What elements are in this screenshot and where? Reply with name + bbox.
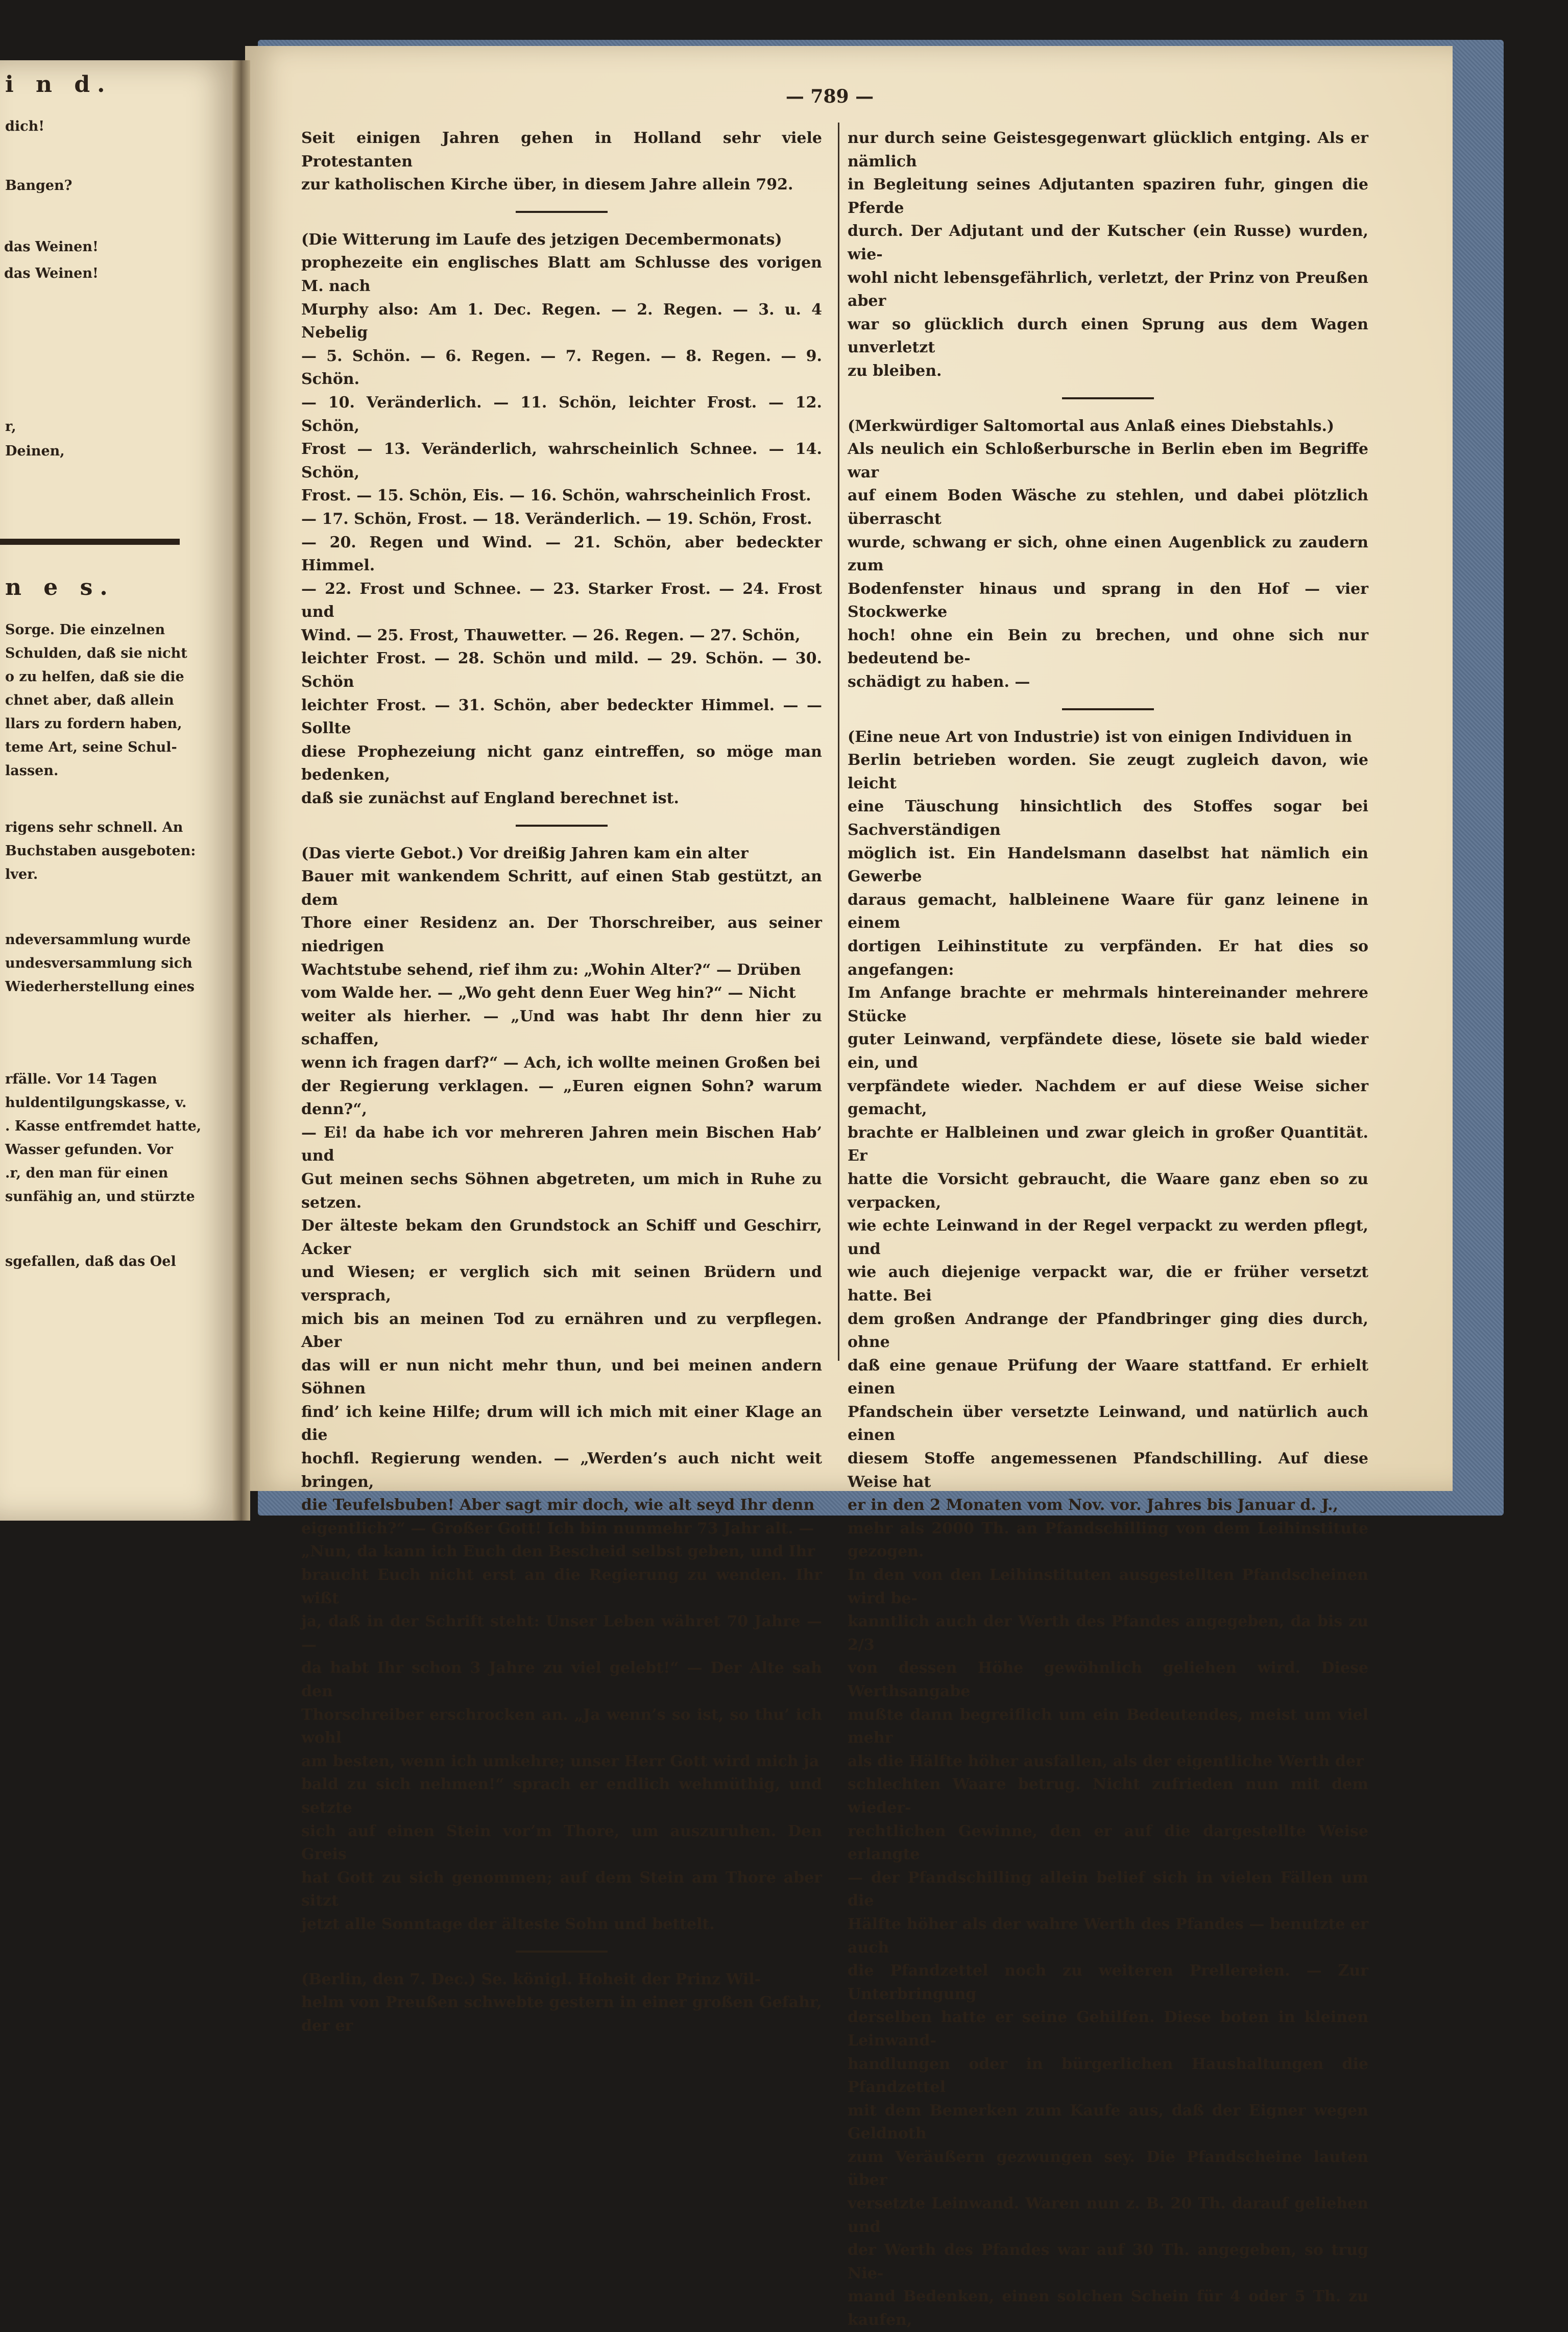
article-separator [516, 211, 608, 213]
article-conversions: Seit einigen Jahren gehen in Holland sehr viele Protestanten zur katholischen Kirche über, in diesem Jahre allein 792. [301, 129, 822, 194]
left-line: teme Art, seine Schul- [5, 739, 177, 755]
left-line: das Weinen! [4, 266, 99, 281]
article-separator [1062, 397, 1154, 399]
left-line: sunfähig an, und stürzte [5, 1189, 195, 1205]
left-line: .r, den man für einen [5, 1165, 168, 1181]
left-heading-2: n e s. [5, 574, 115, 600]
left-line: Deinen, [5, 443, 65, 459]
left-heading-1: i n d. [5, 71, 112, 98]
left-line: chnet aber, daß allein [5, 692, 174, 708]
left-line: Bangen? [5, 178, 73, 194]
left-line: rigens sehr schnell. An [5, 820, 183, 835]
left-line: Wiederherstellung eines [5, 979, 195, 995]
article-berlin-prince: (Berlin, den 7. Dec.) Se. königl. Hoheit der Prinz Wil- helm von Preußen schwebte gestern in einer großen Gefahr, der er [301, 1970, 822, 2035]
article-separator [516, 825, 608, 827]
left-column [301, 127, 822, 2037]
page-number: — 789 — [785, 86, 874, 107]
article-separator [516, 1951, 608, 1953]
article-fourth-commandment: (Das vierte Gebot.) Vor dreißig Jahren kam ein alter Bauer mit wankendem Schritt, auf einen Stab gestützt, an dem Thore einer Residenz an. Der Thorschreiber, aus seiner niedrigen Wachtstube sehend, rief ihm zu: „Wohin Alter?“ — Drüben vom Walde her. — „Wo geht denn Euer Weg hin?“ — Nicht weiter als hierher. — „Und was habt Ihr denn hier zu schaffen, wenn ich fragen darf?“ — Ach, ich wollte meinen Großen bei der Regierung verklagen. — „Euren eignen Sohn? warum denn?“, — Ei! da habe ich vor mehreren Jahren mein Bischen Hab’ und Gut meinen sechs Söhnen abgetreten, um mich in Ruhe zu setzen. Der älteste bekam den Grundstock an Schiff und Geschirr, Acker und Wiesen; er verglich sich mit seinen Brüdern und versprach, mich bis an meinen Tod zu ernähren und zu verpflegen. Aber das will er nun nicht mehr thun, und bei meinen andern Söhnen find’ ich keine Hilfe; drum will ich mich mit einer Klage an die hochfl. Regierung wenden. — „Werden’s auch nicht weit bringen, die Teufelsbuben! Aber sagt mir doch, wie alt seyd Ihr denn eigentlich?“ — Großer Gott! Ich bin nunmehr 73 Jahr alt. — „Nun, da kann ich Euch den Bescheid selbst geben, und Ihr braucht Euch nicht erst an die Regierung zu wenden. Ihr wißt ja, daß in der Schrift steht: Unser Leben währet 70 Jahre — — da habt Ihr schon 3 Jahre zu viel gelebt!“ — Der Alte sah den Thorschreiber erschrocken an. „Ja wenn’s so ist, so thu’ ich wohl am besten, wenn ich umkehre; unser Herr Gott wird mich ja bald zu sich nehmen!“ sprach er endlich wehmüthig, und setzte sich auf einen Stein vor’m Thore, um auszuruhen. Den Greis hat Gott zu sich genommen; auf dem Stein am Thore aber sitzt jetzt alle Sonntage der älteste Sohn und bettelt. [301, 844, 822, 1933]
left-line: das Weinen! [4, 239, 99, 255]
left-line: r, [5, 419, 16, 435]
column-divider [838, 123, 839, 1361]
left-line: lver. [5, 867, 38, 882]
article-weather-forecast: (Die Witterung im Laufe des jetzigen Decembermonats) prophezeite ein englisches Blatt am Schlusse des vorigen M. nach Murphy also: Am 1. Dec. Regen. — 2. Regen. — 3. u. 4 Nebelig — 5. Schön. — 6. Regen. — 7. Regen. — 8. Regen. — 9. Schön. — 10. Veränderlich. — 11. Schön, leichter Frost. — 12. Schön, Frost — 13. Veränderlich, wahrscheinlich Schnee. — 14. Schön, Frost. — 15. Schön, Eis. — 16. Schön, wahrscheinlich Frost. — 17. Schön, Frost. — 18. Veränderlich. — 19. Schön, Frost. — 20. Regen und Wind. — 21. Schön, aber bedeckter Himmel. — 22. Frost und Schnee. — 23. Starker Frost. — 24. Frost und Wind. — 25. Frost, Thauwetter. — 26. Regen. — 27. Schön, leichter Frost. — 28. Schön und mild. — 29. Schön. — 30. Schön leichter Frost. — 31. Schön, aber bedeckter Himmel. — — Sollte diese Prophezeiung nicht ganz eintreffen, so möge man bedenken, daß sie zunächst auf England berechnet ist. [301, 230, 822, 808]
article-new-industry: (Eine neue Art von Industrie) ist von einigen Individuen in Berlin betrieben worden. Sie zeugt zugleich davon, wie leicht eine Täuschung hinsichtlich des Stoffes sogar bei Sachverständigen möglich ist. Ein Handelsmann daselbst hat nämlich ein Gewerbe daraus gemacht, halbleinene Waare für ganz leinene in einem dortigen Leihinstitute zu verpfänden. Er hat dies so angefangen: Im Anfange brachte er mehrmals hintereinander mehrere Stücke guter Leinwand, verpfändete diese, lösete sie bald wieder ein, und verpfändete wieder. Nachdem er auf diese Weise sicher gemacht, brachte er Halbleinen und zwar gleich in großer Quantität. Er hatte die Vorsicht gebraucht, die Waare ganz eben so zu verpacken, wie echte Leinwand in der Regel verpackt zu werden pflegt, und wie auch diejenige verpackt war, die er früher versetzt hatte. Bei dem großen Andrange der Pfandbringer ging dies durch, ohne daß eine genaue Prüfung der Waare stattfand. Er erhielt einen Pfandschein über versetzte Leinwand, und natürlich auch einen diesem Stoffe angemessenen Pfandschilling. Auf diese Weise hat er in den 2 Monaten vom Nov. vor. Jahres bis Januar d. J., mehr als 2000 Th. an Pfandschilling von dem Leihinstitute gezogen. In den von den Leihinstituten ausgestellten Pfandscheinen wird be- kanntlich auch der Werth des Pfandes angegeben, da bis zu 2/3 von dessen Höhe gewöhnlich geliehen wird. Diese Werthsangabe mußte dann begreiflich um ein Bedeutendes, meist um viel mehr als die Hälfte höher ausfallen, als der eigentliche Werth der schlechten Waare betrug. Nicht zufrieden nun mit dem wieder- rechtlichen Gewinne, den er auf die dargestellte Weise erlangte — der Pfandschilling allein belief sich in vielen Fällen um die Hälfte höher als der wahre Werth des Pfandes — benutzte er auch die Pfandzettel noch zu weiteren Prellereien. — Zur Unterbringung derselben hatte er seine Gehilfen. Diese boten in kleinen Leinwand- handlungen oder in bürgerlichen Haushaltungen die Pfandzettel mit dem Bemerken zum Kaufe aus, daß der Eigner wegen Geldnoth zum Veräußern gezwungen sey. Die Pfandscheine lauten über versetzte Leinwand. Waren nun z. B. 20 Th. darauf geliehen und der Werth des Pfandes war auf 30 Th. angegeben, so trug Nie- mand Bedenken, einen solchen Schein für 4 oder 5 Th. zu kaufen, [848, 728, 1368, 2329]
left-line: sgefallen, daß das Oel [5, 1254, 176, 1269]
left-line: dich! [5, 118, 45, 134]
left-line: llars zu fordern haben, [5, 716, 182, 732]
left-line: Buchstaben ausgeboten: [5, 843, 196, 859]
left-line: Schulden, daß sie nicht [5, 645, 187, 661]
left-line: rfälle. Vor 14 Tagen [5, 1071, 157, 1087]
article-berlin-prince-cont: nur durch seine Geistesgegenwart glücklich entging. Als er nämlich in Begleitung seines Adjutanten spaziren fuhr, gingen die Pferde durch. Der Adjutant und der Kutscher (ein Russe) wurden, wie- wohl nicht lebensgefährlich, verletzt, der Prinz von Preußen aber war so glücklich durch einen Sprung aus dem Wagen unverletzt zu bleiben. [848, 129, 1368, 380]
right-column [848, 127, 1368, 2332]
left-line: Sorge. Die einzelnen [5, 622, 165, 638]
left-line: undesversammlung sich [5, 955, 192, 971]
left-line: o zu helfen, daß sie die [5, 669, 184, 685]
left-line: ndeversammlung wurde [5, 932, 191, 948]
article-saltomortal: (Merkwürdiger Saltomortal aus Anlaß eines Diebstahls.) Als neulich ein Schloßerbursche in Berlin eben im Begriffe war auf einem Boden Wäsche zu stehlen, und dabei plötzlich überrascht wurde, schwang er sich, ohne einen Augenblick zu zaudern zum Bodenfenster hinaus und sprang in den Hof — vier Stockwerke hoch! ohne ein Bein zu brechen, und ohne sich nur bedeutend be- schädigt zu haben. — [848, 417, 1368, 691]
left-page-text [0, 0, 240, 1460]
left-line: . Kasse entfremdet hatte, [5, 1118, 202, 1134]
left-line: Wasser gefunden. Vor [5, 1142, 173, 1158]
left-thick-rule [0, 539, 180, 545]
left-line: huldentilgungskasse, v. [5, 1095, 187, 1111]
left-line: lassen. [5, 763, 59, 779]
article-separator [1062, 708, 1154, 710]
